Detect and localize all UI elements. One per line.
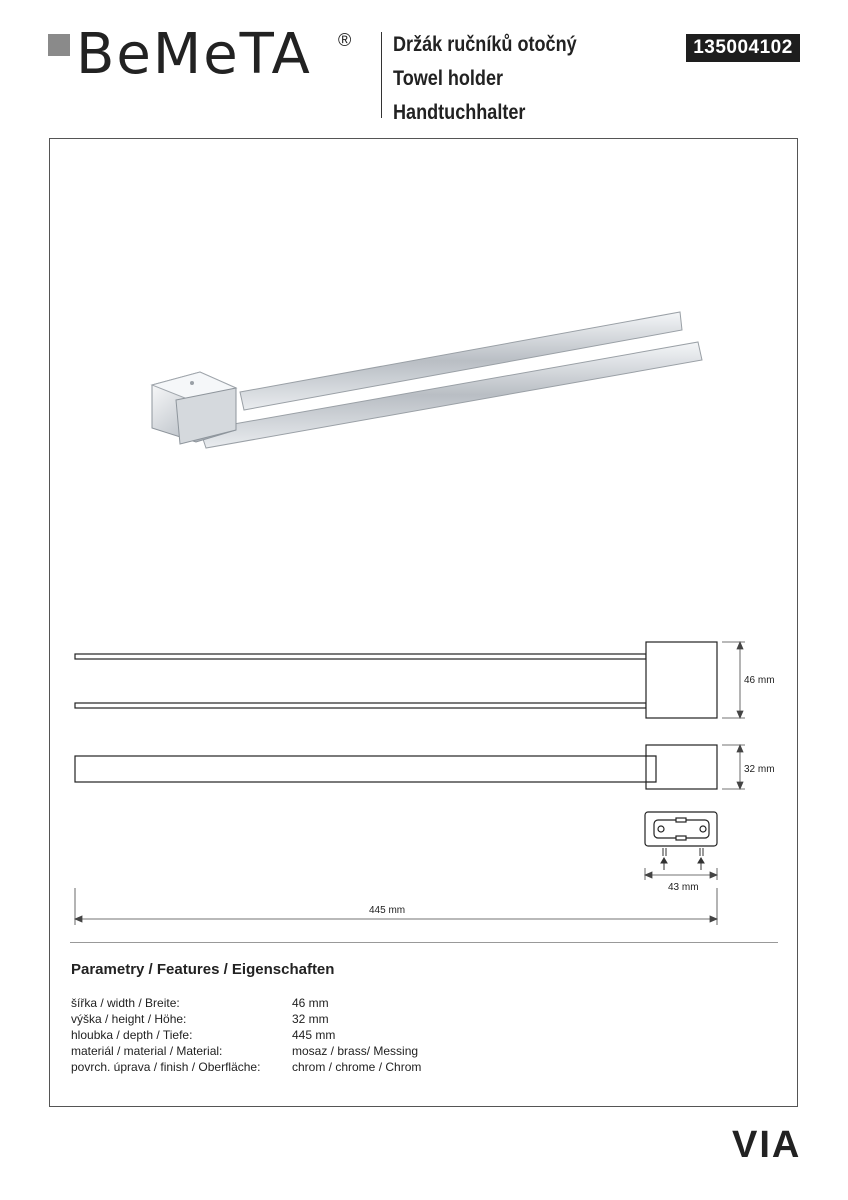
front-view bbox=[75, 642, 717, 718]
spec-label: výška / height / Höhe: bbox=[71, 1012, 187, 1026]
length-dimension-label: 445 mm bbox=[369, 905, 406, 916]
spec-value: 46 mm bbox=[292, 996, 329, 1010]
title-german: Handtuchhalter bbox=[393, 101, 526, 124]
spec-value: 32 mm bbox=[292, 1012, 329, 1026]
product-code-badge: 135004102 bbox=[686, 34, 800, 62]
mount-view bbox=[645, 812, 717, 846]
section-divider bbox=[70, 942, 778, 943]
logo-text: BeMeTA bbox=[76, 22, 312, 87]
spec-values bbox=[292, 995, 421, 1075]
registered-mark: ® bbox=[338, 30, 352, 50]
spec-value: chrom / chrome / Chrom bbox=[292, 1060, 422, 1074]
spec-label: povrch. úprava / finish / Oberfläche: bbox=[71, 1060, 261, 1074]
spec-value: mosaz / brass/ Messing bbox=[292, 1044, 419, 1058]
title-czech: Držák ručníků otočný bbox=[393, 33, 577, 56]
spec-label: materiál / material / Material: bbox=[71, 1044, 223, 1058]
series-name: VIA bbox=[732, 1124, 802, 1166]
width-dimension-label: 32 mm bbox=[744, 764, 775, 775]
spec-label: šířka / width / Breite: bbox=[71, 996, 180, 1010]
spec-value: 445 mm bbox=[292, 1028, 336, 1042]
spec-labels bbox=[71, 995, 260, 1075]
title-english: Towel holder bbox=[393, 67, 504, 90]
height-dimension-label: 46 mm bbox=[744, 675, 775, 686]
top-view bbox=[75, 745, 717, 789]
spec-label: hloubka / depth / Tiefe: bbox=[71, 1028, 193, 1042]
mount-dimension-label: 43 mm bbox=[668, 882, 699, 893]
features-title: Parametry / Features / Eigenschaften bbox=[71, 961, 335, 978]
screws bbox=[661, 848, 704, 870]
